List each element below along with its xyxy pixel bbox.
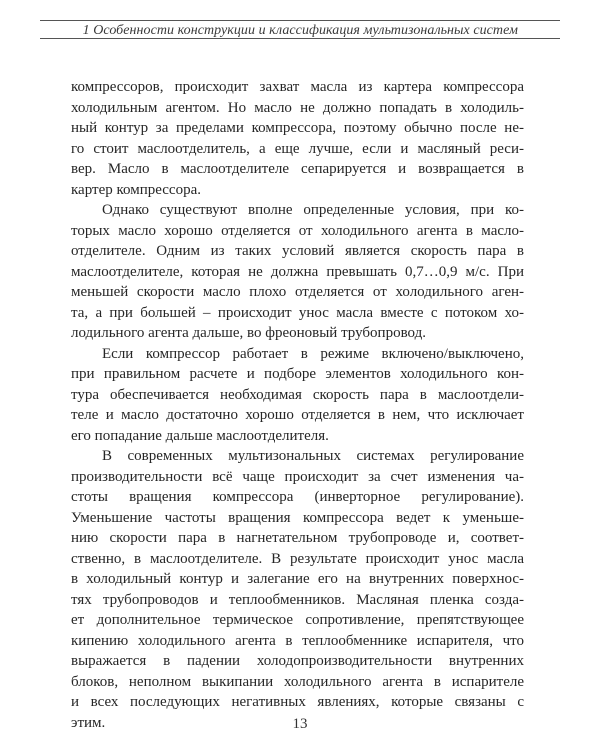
- running-header-title: 1 Особенности конструкции и классификация мультизональных систем: [82, 23, 518, 38]
- text-line: нию скорости пара в нагнетательном трубопроводе и, соответ-: [71, 530, 524, 546]
- text-line: та, а при большей – происходит унос масла вместе с потоком хо-: [71, 304, 524, 321]
- text-line: компрессоров, происходит захват масла из картера компрессора: [71, 79, 524, 95]
- text-line: тура обеспечивается необходимая скорость пара в маслоотдели-: [71, 386, 524, 403]
- page-number: 13: [292, 716, 308, 732]
- text-line: в холодильный контур и залегание его на внутренних поверхнос-: [71, 571, 524, 587]
- text-line: го стоит маслоотделитель, а еще лучше, если и масляный реси-: [71, 140, 524, 157]
- text-line: теле и масло достаточно хорошо отделяется в нем, что исключает: [71, 407, 524, 423]
- text-line: стоты вращения компрессора (инверторное регулирование).: [71, 489, 524, 505]
- text-line: ный контур за пределами компрессора, поэтому обычно после не-: [71, 120, 524, 136]
- text-line: его попадание дальше маслоотделителя.: [71, 427, 329, 444]
- text-line: выражается в падении холодопроизводительности внутренних: [71, 653, 524, 669]
- paragraph: [71, 446, 524, 733]
- text-line: при правильном расчете и подборе элементов холодильного кон-: [71, 366, 524, 382]
- text-line: меньшей скорости масло плохо отделяется от холодильного аген-: [71, 284, 524, 300]
- paragraph: [71, 344, 524, 447]
- text-line: ственно, в маслоотделителе. В результате происходит унос масла: [71, 550, 524, 567]
- text-line: Если компрессор работает в режиме включено/выключено,: [102, 345, 524, 362]
- text-line: производительности всё чаще происходит за счет изменения ча-: [71, 468, 524, 485]
- paragraph: [71, 200, 524, 344]
- text-line: В современных мультизональных системах регулирование: [102, 448, 524, 464]
- text-line: и всех последующих негативных явлениях, которые связаны с: [71, 694, 524, 710]
- text-line: тях трубопроводов и теплообменников. Масляная пленка созда-: [71, 591, 524, 608]
- text-line: кипению холодильного агента в теплообменнике испарителя, что: [71, 632, 524, 649]
- text-line: вер. Масло в маслоотделителе сепарируется и возвращается в: [71, 161, 524, 177]
- text-line: холодильным агентом. Но масло не должно попадать в холодиль-: [71, 99, 524, 116]
- running-header: [40, 20, 560, 39]
- text-line: ет дополнительное термическое сопротивление, препятствующее: [71, 612, 524, 628]
- body-text: [71, 77, 524, 733]
- text-line: картер компрессора.: [71, 181, 201, 198]
- text-line: Однако существуют вполне определенные условия, при ко-: [102, 202, 524, 218]
- text-line: отделителе. Одним из таких условий является скорость пара в: [71, 243, 524, 259]
- text-line: торых масло хорошо отделяется от холодильного агента в масло-: [71, 222, 524, 239]
- text-line: маслоотделителе, которая не должна превышать 0,7…0,9 м/с. При: [71, 263, 524, 280]
- text-line: лодильного агента дальше, во фреоновый трубопровод.: [71, 325, 426, 341]
- text-line: этим.: [71, 714, 106, 731]
- text-line: Уменьшение частоты вращения компрессора ведет к уменьше-: [71, 509, 524, 526]
- paragraph: [71, 77, 524, 200]
- text-line: блоков, неполном выкипании холодильного агента в испарителе: [71, 673, 524, 690]
